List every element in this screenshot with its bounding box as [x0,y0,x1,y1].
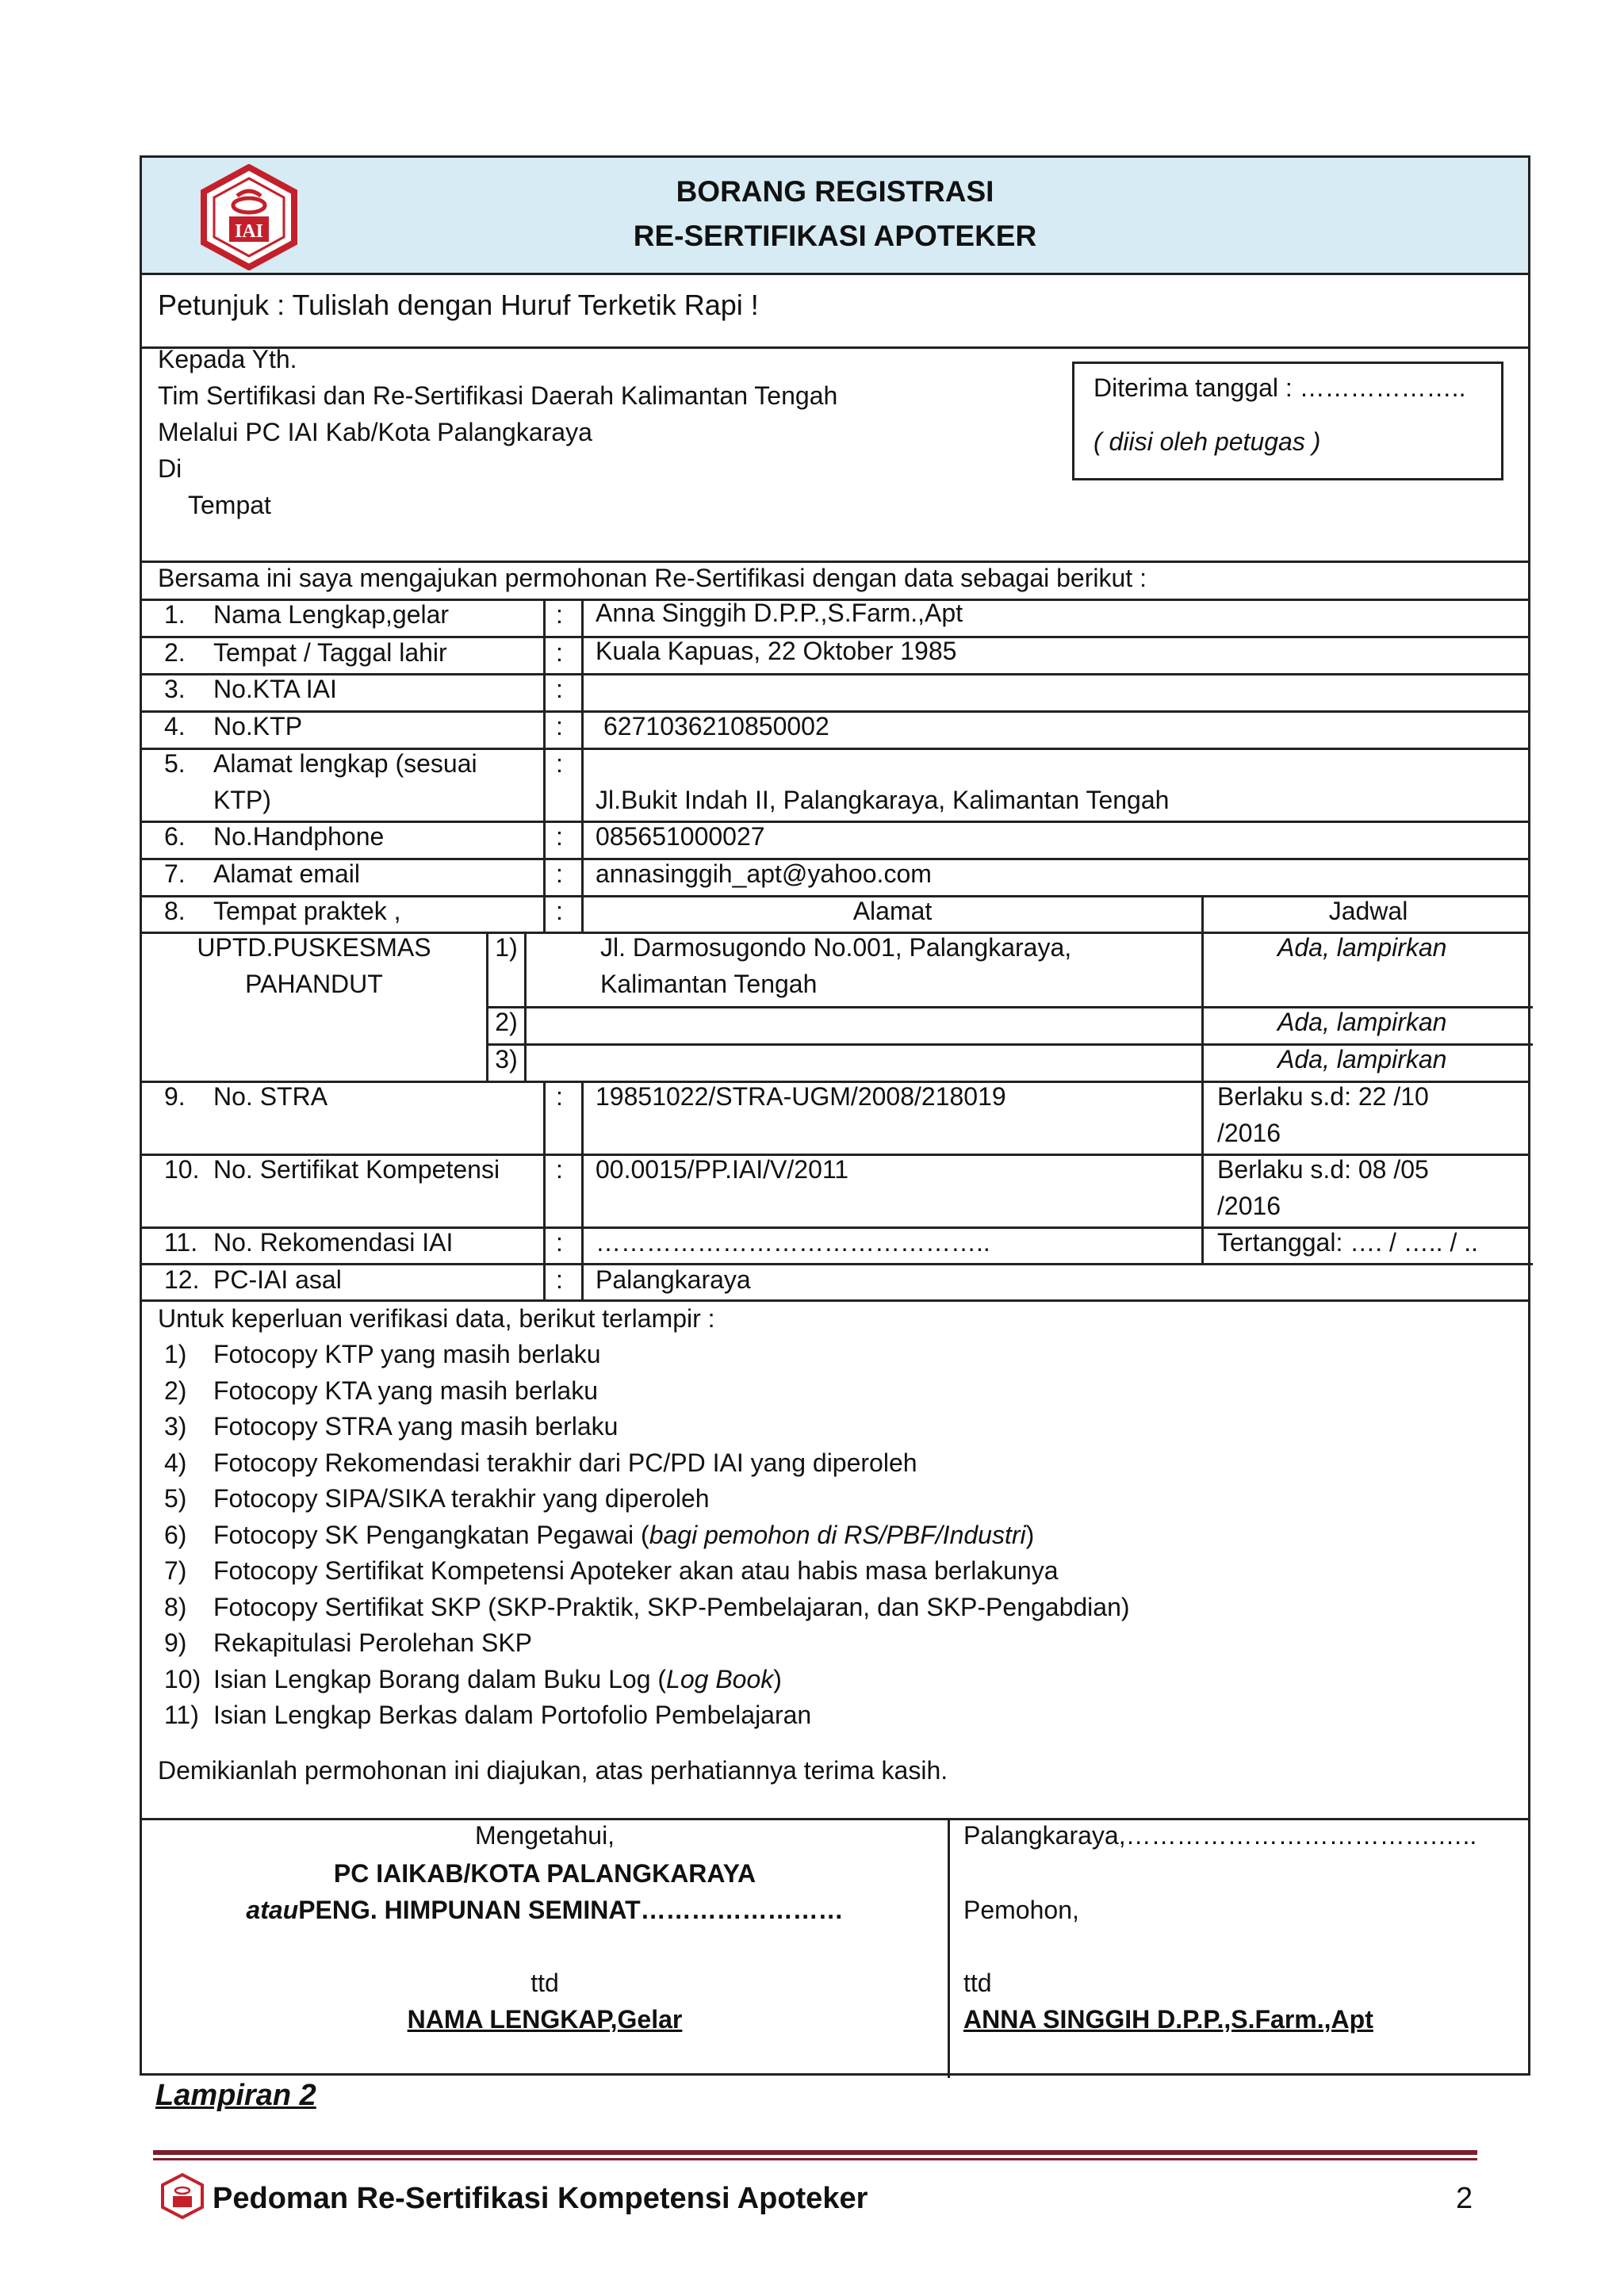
signature-divider [948,1818,950,2078]
place-date: Palangkaraya,……………………………….….. [963,1821,1477,1850]
form-title-line1: BORANG REGISTRASI [676,175,994,208]
field-label-stra: No. STRA [213,1082,328,1111]
field-value-recommendation: ……………………………………….. [596,1228,990,1257]
colon: : [556,712,563,740]
field-num: 3. [164,675,186,703]
attachment-text: Isian Lengkap Berkas dalam Portofolio Pembelajaran [213,1701,812,1729]
colon: : [556,897,563,925]
field-label-praktek: Tempat praktek , [213,897,401,925]
closing-statement: Demikianlah permohonan ini diajukan, atas perhatiannya terima kasih. [158,1756,948,1785]
address-line-4: Di [158,454,182,483]
appendix-label: Lampiran 2 [155,2079,316,2112]
attachment-number: 6) [164,1520,187,1549]
field-value-ktp: 6271036210850002 [603,712,829,740]
attachment-text: Fotocopy KTP yang masih berlaku [213,1340,601,1368]
acknowledged-label: Mengetahui, [474,1821,615,1850]
table-row-line [142,673,1528,675]
field-num: 6. [164,822,186,851]
attachment-item [213,1701,811,1730]
attachment-text: Isian Lengkap Borang dalam Buku Log ( [213,1664,667,1693]
table-row-line [142,1263,1533,1265]
recommendation-date: Tertanggal: …. / ….. / .. [1217,1228,1479,1257]
field-num: 8. [164,897,186,925]
right-signature: ttd [963,1969,992,1997]
attachment-number: 3) [164,1412,187,1441]
table-col-line [1201,895,1204,1263]
colon: : [556,600,563,629]
attachment-number: 11) [164,1701,199,1729]
field-num: 10. [164,1155,200,1184]
attachment-item [213,1556,1059,1586]
field-value-phone: 085651000027 [596,822,765,851]
field-value-stra: 19851022/STRA-UGM/2008/218019 [596,1082,1006,1111]
left-signatory-name: NAMA LENGKAP,Gelar [407,2005,683,2034]
field-num: 7. [164,859,186,888]
attachment-item [213,1412,618,1441]
table-col-line [543,599,546,932]
himpunan-label [142,1896,948,1925]
field-label-address-l2: KTP) [213,786,271,814]
praktek-name-l2: PAHANDUT [245,970,383,998]
field-num: 4. [164,712,186,740]
attachment-item [213,1665,782,1694]
atau-label: atau [246,1896,299,1924]
attachment-text: Fotocopy Rekomendasi terakhir dari PC/PD IAI yang diperoleh [213,1448,917,1477]
praktek-name-l1: UPTD.PUSKESMAS [197,933,431,962]
stra-valid-until-l1: Berlaku s.d: 22 /10 [1217,1082,1429,1111]
divider [142,561,1528,563]
colon: : [556,1155,563,1184]
table-col-line [543,1081,546,1299]
field-value-pc-origin: Palangkaraya [596,1265,751,1294]
pc-iai-label: PC IAIKAB/KOTA PALANGKARAYA [333,1859,756,1888]
applicant-name: ANNA SINGGIH D.P.P.,S.Farm.,Apt [963,2005,1373,2034]
field-label-phone: No.Handphone [213,822,385,851]
attachment-number: 2) [164,1376,187,1405]
colon: : [556,675,563,703]
received-date-label: Diterima tanggal : ……………….. [1094,373,1466,402]
colon: : [556,1082,563,1111]
attachment-item [213,1484,710,1513]
registration-form [140,155,1530,2076]
field-label-email: Alamat email [213,859,360,888]
colon: : [556,638,563,667]
applicant-label: Pemohon, [963,1896,1079,1924]
stra-valid-until-l2: /2016 [1217,1119,1281,1147]
divider [142,346,1528,349]
field-label-certificate: No. Sertifikat Kompetensi [213,1155,500,1184]
colon: : [556,1265,563,1294]
certificate-valid-until-l2: /2016 [1217,1192,1281,1220]
field-value-email: annasinggih_apt@yahoo.com [596,859,932,888]
praktek-index: 1) [495,933,518,962]
attachment-item [213,1340,601,1369]
attachment-number: 8) [164,1592,187,1621]
attachment-text-end: ) [1025,1520,1035,1549]
footer-rule [153,2158,1477,2160]
field-num: 5. [164,749,186,778]
attachment-number: 4) [164,1448,187,1477]
footer-rule [153,2150,1477,2155]
attachment-item [213,1593,1130,1622]
table-row-line [142,710,1528,713]
table-col-line [581,599,584,932]
field-label-pc-origin: PC-IAI asal [213,1265,342,1294]
address-line-2: Tim Sertifikasi dan Re-Sertifikasi Daerah Kalimantan Tengah [158,381,838,410]
certificate-valid-until-l1: Berlaku s.d: 08 /05 [1217,1155,1429,1184]
praktek-index: 2) [495,1008,518,1036]
attachment-text: Fotocopy STRA yang masih berlaku [213,1412,619,1441]
attachment-item [213,1521,1034,1550]
field-num: 9. [164,1082,186,1111]
received-note: ( diisi oleh petugas ) [1094,427,1321,456]
attachment-item [213,1376,598,1406]
field-num: 12. [164,1265,200,1294]
form-title-line2: RE-SERTIFIKASI APOTEKER [633,220,1037,252]
column-header-jadwal: Jadwal [1328,897,1408,925]
praktek-address-l2: Kalimantan Tengah [600,970,818,998]
field-label-name: Nama Lengkap,gelar [213,600,450,629]
attachment-text: Rekapitulasi Perolehan SKP [213,1628,533,1657]
field-num: 2. [164,638,186,667]
colon: : [556,749,563,778]
attachment-number: 1) [164,1340,187,1368]
field-num: 1. [164,600,186,629]
field-num: 11. [164,1228,198,1257]
attachment-number: 10) [164,1664,201,1693]
field-label-ktp: No.KTP [213,712,303,740]
attachment-text-italic: Log Book [666,1664,774,1693]
attachment-number: 5) [164,1484,187,1513]
attachment-text: Fotocopy KTA yang masih berlaku [213,1376,598,1405]
address-line-1: Kepada Yth. [158,345,297,373]
attachment-number: 7) [164,1556,187,1585]
table-col-line [524,932,527,1081]
colon: : [556,859,563,888]
praktek-schedule: Ada, lampirkan [1277,1008,1447,1036]
colon: : [556,822,563,851]
attachment-text: Fotocopy Sertifikat Kompetensi Apoteker akan atau habis masa berlakunya [213,1556,1059,1585]
attachment-text: Fotocopy SK Pengangkatan Pegawai ( [213,1520,649,1549]
field-value-birth: Kuala Kapuas, 22 Oktober 1985 [596,637,957,665]
attachment-item [213,1448,917,1478]
attachment-text-italic: bagi pemohon di RS/PBF/Industri [649,1520,1026,1549]
praktek-schedule: Ada, lampirkan [1277,1045,1447,1073]
field-label-kta: No.KTA IAI [213,675,337,703]
column-header-alamat: Alamat [852,897,933,925]
divider [142,273,1528,275]
attachment-item [213,1628,532,1658]
attachment-text-end: ) [773,1664,782,1693]
instructions: Petunjuk : Tulislah dengan Huruf Terketik Rapi ! [158,289,759,321]
svg-text:IAI: IAI [234,221,264,242]
attachments-intro: Untuk keperluan verifikasi data, berikut terlampir : [158,1304,715,1333]
footer-logo [159,2172,206,2220]
attachment-number: 9) [164,1628,187,1657]
intro-text: Bersama ini saya mengajukan permohonan Re-Sertifikasi dengan data sebagai berikut : [158,564,1147,592]
footer-title: Pedoman Re-Sertifikasi Kompetensi Apoteker [213,2182,868,2215]
table-col-line [581,1081,584,1299]
field-value-certificate: 00.0015/PP.IAI/V/2011 [596,1155,849,1184]
left-signature: ttd [530,1969,559,1997]
table-row-line [142,1299,1528,1302]
received-date-box [1072,362,1503,480]
field-value-name: Anna Singgih D.P.P.,S.Farm.,Apt [596,599,963,627]
field-label-address-l1: Alamat lengkap (sesuai [213,749,477,778]
praktek-schedule: Ada, lampirkan [1277,933,1447,962]
himpunan-text: PENG. HIMPUNAN SEMINAT…………………… [298,1896,844,1924]
field-label-recommendation: No. Rekomendasi IAI [213,1228,454,1257]
attachment-text: Fotocopy SIPA/SIKA terakhir yang diperoleh [213,1484,710,1513]
colon: : [556,1228,563,1257]
address-line-3: Melalui PC IAI Kab/Kota Palangkaraya [158,418,592,446]
page-number: 2 [1456,2182,1473,2215]
praktek-address-l1: Jl. Darmosugondo No.001, Palangkaraya, [600,933,1072,962]
divider [142,1818,1528,1820]
field-value-address: Jl.Bukit Indah II, Palangkaraya, Kalimantan Tengah [596,786,1170,814]
address-line-5: Tempat [188,491,271,519]
field-label-birth: Tempat / Taggal lahir [213,638,447,667]
praktek-index: 3) [495,1045,518,1073]
attachment-text: Fotocopy Sertifikat SKP (SKP-Praktik, SKP-Pembelajaran, dan SKP-Pengabdian) [213,1592,1130,1621]
